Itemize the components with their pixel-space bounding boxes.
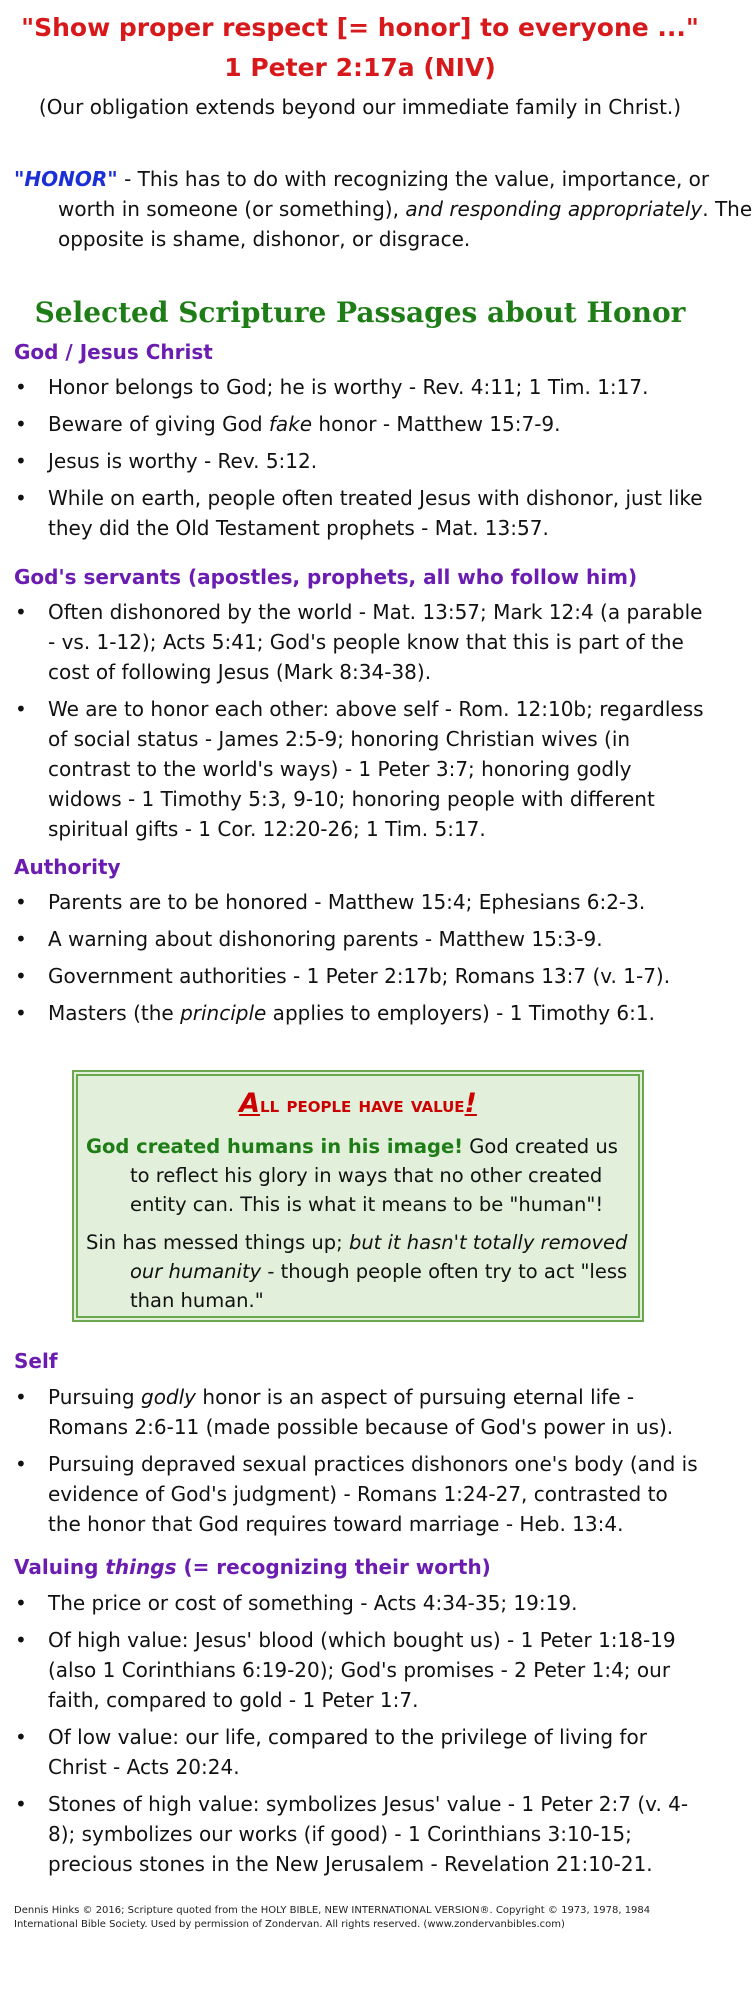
god-list [0, 372, 720, 550]
header-quote: "Show proper respect [= honor] to everyone ..." [21, 13, 699, 42]
list-item: • Parents are to be honored - Matthew 15:4; Ephesians 6:2-3. [0, 887, 720, 917]
header-reference: 1 Peter 2:17a (NIV) [224, 53, 496, 82]
category-things-heading: Valuing things (= recognizing their worth) [14, 1555, 491, 1579]
copyright-footer: Dennis Hinks © 2016; Scripture quoted from the HOLY BIBLE, NEW INTERNATIONAL VERSION®. Copyright © 1973, 1978, 1984 International Bible Society. Used by permission of Zondervan. All rights reserved. (www.zondervanbibles.com) [14, 1905, 651, 1930]
category-god-heading: God / Jesus Christ [14, 340, 213, 364]
things-list [0, 1588, 720, 1886]
definition-text-a: - This has to do with recognizing the value, importance, or worth in someone (or something), [58, 167, 710, 221]
list-item: • A warning about dishonoring parents - Matthew 15:3-9. [0, 924, 720, 954]
callout-paragraph-sin: Sin has messed things up; but it hasn't totally removed our humanity - though people often try to act "less than human." [86, 1231, 628, 1312]
list-item: • Pursuing godly honor is an aspect of pursuing eternal life - Romans 2:6-11 (made possible because of God's power in us). [0, 1382, 720, 1442]
list-item: • The price or cost of something - Acts 4:34-35; 19:19. [0, 1588, 720, 1618]
list-item: • Masters (the principle applies to employers) - 1 Timothy 6:1. [0, 998, 720, 1028]
all-people-have-value-callout [72, 1070, 644, 1322]
list-item: • Jesus is worthy - Rev. 5:12. [0, 446, 720, 476]
honor-definition [14, 164, 753, 254]
list-item: • We are to honor each other: above self - Rom. 12:10b; regardless of social status - James 2:5-9; honoring Christian wives (in contrast to the world's ways) - 1 Peter 3:7; honoring godly widows - 1 Timothy 5:3, 9-10; honoring people with different spiritual gifts - 1 Cor. 12:20-26; 1 Tim. 5:17. [0, 694, 720, 844]
servants-list [0, 597, 720, 851]
definition-term: "HONOR" [14, 167, 118, 191]
authority-list [0, 887, 720, 1035]
callout-paragraph-image: God created humans in his image! God created us to reflect his glory in ways that no other created entity can. This is what it means to be "human"! [86, 1135, 618, 1216]
category-self-heading: Self [14, 1349, 58, 1373]
self-list [0, 1382, 720, 1546]
callout-title: All people have value! [239, 1088, 477, 1119]
list-item: • Of low value: our life, compared to the privilege of living for Christ - Acts 20:24. [0, 1722, 720, 1782]
list-item: • Of high value: Jesus' blood (which bought us) - 1 Peter 1:18-19 (also 1 Corinthians 6:19-20); God's promises - 2 Peter 1:4; our faith, compared to gold - 1 Peter 1:7. [0, 1625, 720, 1715]
list-item: • Honor belongs to God; he is worthy - Rev. 4:11; 1 Tim. 1:17. [0, 372, 720, 402]
header-note: (Our obligation extends beyond our immediate family in Christ.) [38, 95, 682, 119]
list-item: • Often dishonored by the world - Mat. 13:57; Mark 12:4 (a parable - vs. 1-12); Acts 5:41; God's people know that this is part of the cost of following Jesus (Mark 8:34-38). [0, 597, 720, 687]
list-item: • Stones of high value: symbolizes Jesus' value - 1 Peter 2:7 (v. 4-8); symbolizes our works (if good) - 1 Corinthians 3:10-15; precious stones in the New Jerusalem - Revelation 21:10-21. [0, 1789, 720, 1879]
category-authority-heading: Authority [14, 855, 121, 879]
definition-text-italic: and responding appropriately [405, 197, 703, 221]
definition-text-b: . The opposite is shame, dishonor, or disgrace. [58, 197, 753, 251]
section-title: Selected Scripture Passages about Honor [34, 296, 686, 329]
category-servants-heading: God's servants (apostles, prophets, all who follow him) [14, 565, 638, 589]
list-item: • Pursuing depraved sexual practices dishonors one's body (and is evidence of God's judgment) - Romans 1:24-27, contrasted to the honor that God requires toward marriage - Heb. 13:4. [0, 1449, 720, 1539]
list-item: • While on earth, people often treated Jesus with dishonor, just like they did the Old Testament prophets - Mat. 13:57. [0, 483, 720, 543]
list-item: • Beware of giving God fake honor - Matthew 15:7-9. [0, 409, 720, 439]
list-item: • Government authorities - 1 Peter 2:17b; Romans 13:7 (v. 1-7). [0, 961, 720, 991]
